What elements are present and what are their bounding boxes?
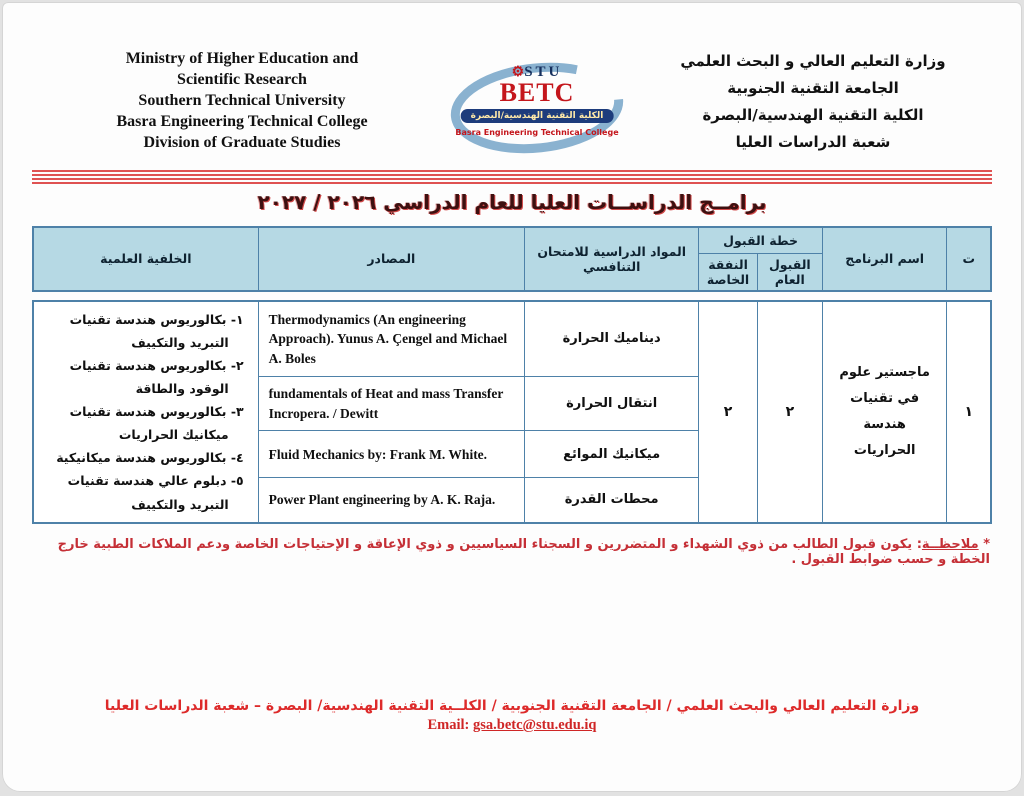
admission-note <box>34 537 990 567</box>
header-exam-subjects: المواد الدراسية للامتحان التنافسي <box>524 227 698 291</box>
letterhead <box>2 2 1022 156</box>
cell-private-expense: ٢ <box>699 301 757 523</box>
gear-icon: ⚙ <box>511 65 525 80</box>
note-marker: * <box>983 536 990 552</box>
red-separator-line <box>32 178 992 180</box>
logo-english-name: Basra Engineering Technical College <box>455 128 619 137</box>
programs-table-body <box>32 300 992 524</box>
cell-subject: ميكانيك الموائع <box>524 431 698 478</box>
background-item: ١- بكالوريوس هندسة تقنيات التبريد والتكييف <box>69 311 244 350</box>
cell-subject: ديناميك الحرارة <box>524 301 698 377</box>
page-title: برامــج الدراســات العليا للعام الدراسي ٢٠٢٦ / ٢٠٢٧ <box>257 190 767 214</box>
english-letterhead-line: Basra Engineering Technical College <box>116 113 368 130</box>
arabic-letterhead-line: الكلية التقنية الهندسية/البصرة <box>702 106 924 124</box>
english-letterhead <box>42 48 442 153</box>
red-separator <box>32 170 992 184</box>
college-logo <box>442 52 632 156</box>
background-item: ٣- بكالوريوس هندسة تقنيات ميكانيك الحراريات <box>69 404 244 443</box>
cell-program-name: ماجستير علوم في تقنيات هندسة الحراريات <box>822 301 947 523</box>
cell-source: Fluid Mechanics by: Frank M. White. <box>258 431 524 478</box>
cell-source: fundamentals of Heat and mass Transfer Incropera. / Dewitt <box>258 377 524 431</box>
header-admission-plan: خطة القبول <box>699 227 823 253</box>
page-footer <box>2 698 1022 734</box>
footer-line: وزارة التعليم العالي والبحث العلمي / الجامعة التقنية الجنوبية / الكلــية التقنية الهندسية/ البصرة – شعبة الدراسات العليا <box>104 698 920 714</box>
header-private-expense: النفقة الخاصة <box>699 253 757 291</box>
arabic-letterhead-line: الجامعة التقنية الجنوبية <box>727 79 899 97</box>
footer-email-row <box>2 717 1022 734</box>
programs-table-header <box>32 226 992 292</box>
cell-serial: ١ <box>947 301 991 523</box>
logo-arabic-name: الكلية التقنية الهندسية/البصرة <box>461 109 614 123</box>
note-text: : يكون قبول الطالب من ذوي الشهداء و المتضررين و السجناء السياسيين و ذوي الإعاقة و الإحتياجات الخاصة ودعم الملاكات الطبية خارج الخطة و حسب ضوابط القبول . <box>57 536 990 567</box>
background-item: ٢- بكالوريوس هندسة تقنيات الوقود والطاقة <box>69 357 244 396</box>
note-label: ملاحظــة <box>921 536 979 552</box>
arabic-letterhead-line: وزارة التعليم العالي و البحث العلمي <box>680 52 946 70</box>
email-link[interactable]: gsa.betc@stu.edu.iq <box>473 717 597 733</box>
header-scientific-background: الخلفية العلمية <box>33 227 258 291</box>
red-separator-line <box>32 182 992 184</box>
cell-source: Power Plant engineering by A. K. Raja. <box>258 478 524 523</box>
header-sources: المصادر <box>258 227 524 291</box>
english-letterhead-line: Division of Graduate Studies <box>143 134 341 151</box>
logo-stu-text: STU <box>524 64 563 80</box>
cell-general-admission: ٢ <box>757 301 822 523</box>
background-item: ٥- دبلوم عالي هندسة تقنيات التبريد والتكييف <box>67 473 244 512</box>
cell-subject: محطات القدرة <box>524 478 698 523</box>
red-separator-line <box>32 170 992 172</box>
background-item: ٤- بكالوريوس هندسة ميكانيكية <box>56 450 244 466</box>
header-general-admission: القبول العام <box>757 253 822 291</box>
arabic-letterhead <box>632 48 994 156</box>
english-letterhead-line: Southern Technical University <box>138 92 346 109</box>
cell-subject: انتقال الحرارة <box>524 377 698 431</box>
red-separator-line <box>32 174 992 176</box>
programs-table <box>32 226 992 524</box>
cell-source: Thermodynamics (An engineering Approach). Yunus A. Çengel and Michael A. Boles <box>258 301 524 377</box>
cell-scientific-background <box>33 301 258 523</box>
header-program-name: اسم البرنامج <box>822 227 947 291</box>
english-letterhead-line: Ministry of Higher Education and <box>125 50 359 67</box>
arabic-letterhead-line: شعبة الدراسات العليا <box>735 133 891 151</box>
header-serial: ت <box>947 227 991 291</box>
document-page <box>2 2 1022 792</box>
logo-betc-text: BETC <box>499 78 575 107</box>
english-letterhead-line: Scientific Research <box>177 71 307 88</box>
email-label: Email: <box>427 717 470 733</box>
